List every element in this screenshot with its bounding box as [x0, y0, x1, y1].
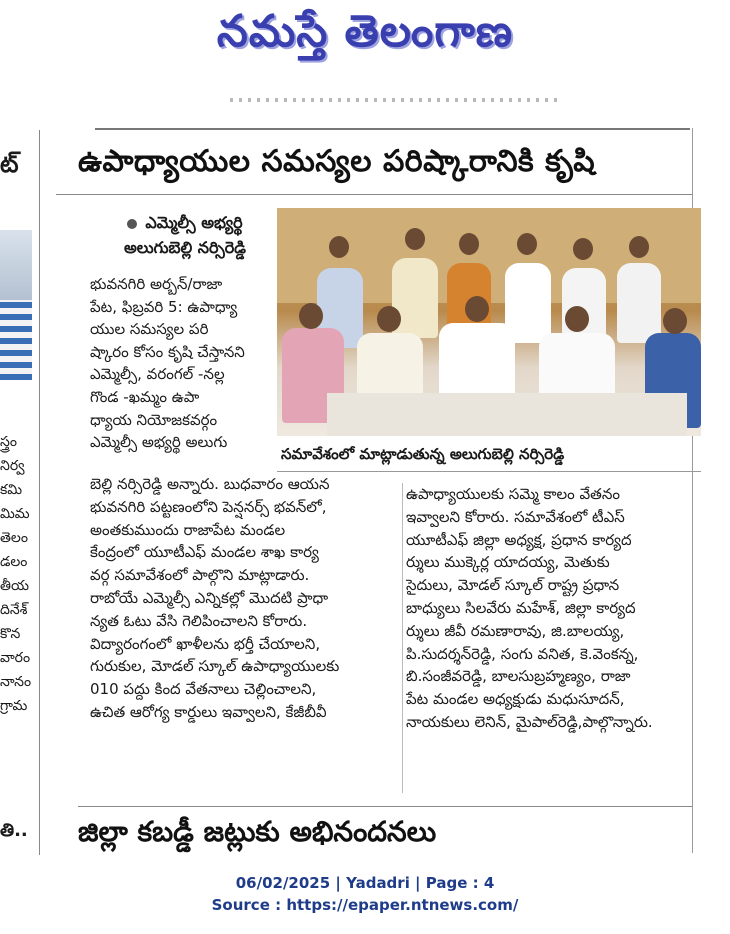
body-text-line: గురుకుల, మోడల్ స్కూల్ ఉపాధ్యాయులకు	[90, 657, 340, 676]
body-text-line: ర్శులు ముక్కెర్ల యాదయ్య, మెతుకు	[406, 553, 610, 572]
body-text-line: యూటీఎఫ్ జిల్లా అధ్యక్ష, ప్రధాన కార్యద	[406, 530, 632, 549]
article-subheading	[95, 210, 275, 260]
left-column-text-line: కొన	[0, 626, 21, 642]
photo-person-head	[565, 306, 589, 332]
body-text-line: ఎమ్మెల్సీ అభ్యర్థి అలుగు	[90, 433, 228, 452]
photo-table	[327, 393, 687, 436]
photo-person	[562, 268, 606, 343]
column-divider	[402, 483, 403, 793]
photo-person-head	[663, 308, 687, 334]
body-text-line: ఉచిత ఆరోగ్య కార్డులు ఇవ్వాలని, కేజీబీవీ	[90, 702, 327, 721]
body-text-line: భువనగిరి పట్టణంలోని పెన్షనర్స్ భవన్‌లో,	[90, 497, 327, 516]
body-text-line: పేట, ఫిబ్రవరి 5: ఉపాధ్యా	[90, 297, 238, 316]
body-text-line: నాయకులు లెనిన్, మైపాల్‌రెడ్డి,పాల్గొన్నారు.	[406, 712, 653, 731]
footer-source: Source : https://epaper.ntnews.com/	[211, 896, 519, 914]
body-text-line: రాబోయే ఎమ్మెల్సీ ఎన్నికల్లో మొదటి ప్రాధా	[90, 588, 329, 607]
left-column-text-line: నానం	[0, 674, 32, 690]
photo-person-head	[629, 236, 649, 258]
left-column-text-line: తీయ	[0, 578, 29, 594]
body-text-line: పేట మండల అధ్యక్షుడు మధుసూదన్,	[406, 690, 625, 709]
left-adjacent-column	[0, 130, 40, 855]
left-column-text	[0, 430, 31, 718]
top-divider	[95, 128, 690, 130]
photo-caption: సమావేశంలో మాట్లాడుతున్న అలుగుబెల్లి నర్సిరెడ్డి	[277, 436, 701, 472]
body-text-line: బాధ్యులు సిలవేరు మహేశ్, జిల్లా కార్యద	[406, 598, 636, 617]
newspaper-logo: నమస్తే తెలంగాణ	[216, 6, 514, 57]
left-column-text-line: కమి	[0, 482, 23, 498]
article-body-left	[90, 473, 400, 724]
left-column-text-line: నిర్వ	[0, 458, 25, 474]
subheading-line-2: అలుగుబెల్లి నర్సిరెడ్డి	[123, 238, 247, 257]
body-text-line: పి.సుదర్శన్‌రెడ్డి, సంగు వనిత, కె.వెంకన్న,	[406, 644, 639, 663]
left-column-image-2	[0, 300, 32, 380]
body-text-line: ష్కారం కోసం కృషి చేస్తానని	[90, 342, 245, 361]
next-article-headline: జిల్లా కబడ్డీ జట్లుకు అభినందనలు	[78, 815, 437, 848]
headline-divider	[56, 194, 692, 195]
body-text-line: బి.సంజీవరెడ్డి, బాలసుబ్రహ్మణ్యం, రాజా	[406, 667, 631, 686]
left-column-text-line: గ్రామ	[0, 698, 28, 714]
body-text-line: వర్గ సమావేశంలో పాల్గొని మాట్లాడారు.	[90, 566, 310, 585]
body-text-line: ఇవ్వాలని కోరారు. సమావేశంలో టీఎస్	[406, 507, 625, 526]
body-text-line: యుల సమస్యల పరి	[90, 320, 209, 339]
photo-person-head	[329, 236, 349, 258]
article-headline: ఉపాధ్యాయుల సమస్యల పరిష్కారానికి కృషి	[78, 144, 596, 179]
left-column-text-line: స్త్రం	[0, 434, 17, 450]
page-footer	[0, 872, 730, 916]
masthead	[0, 0, 730, 70]
body-text-line: అంతకుముందు రాజాపేట మండల	[90, 520, 286, 539]
article-divider	[78, 806, 692, 807]
photo-person-head	[377, 306, 401, 332]
body-text-line: గొండ -ఖమ్మం ఉపా	[90, 387, 200, 406]
article-body-narrow	[90, 273, 276, 454]
article-photo	[277, 208, 701, 436]
photo-person-head	[459, 233, 479, 255]
photo-person-head	[299, 303, 323, 329]
body-text-line: విద్యారంగంలో ఖాళీలను భర్తీ చేయాలని,	[90, 634, 321, 653]
photo-person-head	[465, 296, 489, 322]
faint-text-strip	[230, 98, 560, 102]
column-divider	[39, 130, 40, 855]
body-text-line: భువనగిరి అర్బన్/రాజా	[90, 275, 223, 293]
photo-person-head	[405, 228, 425, 250]
body-text-line: సైదులు, మోడల్ స్కూల్ రాష్ట్ర ప్రధాన	[406, 576, 620, 595]
body-text-line: 010 పద్దు కింద వేతనాలు చెల్లించాలని,	[90, 680, 317, 699]
photo-person-head	[517, 233, 537, 255]
body-text-line: ఎమ్మెల్సీ, వరంగల్ -నల్ల	[90, 365, 225, 384]
article-body-right	[406, 483, 702, 734]
photo-person-head	[573, 238, 593, 260]
body-text-line: ర్శులు జీవీ రమణారావు, జి.బాలయ్య,	[406, 621, 625, 640]
left-column-text-line: వారం	[0, 650, 31, 666]
left-column-image	[0, 230, 32, 310]
body-text-line: బెల్లి నర్సిరెడ్డి అన్నారు. బుధవారం ఆయన	[90, 475, 330, 493]
left-column-heading: ట్	[0, 150, 19, 178]
left-column-text-line: మిమ	[0, 506, 30, 522]
subheading-line-1: ఎమ్మెల్సీ అభ్యర్థి	[145, 213, 243, 232]
body-text-line: ధ్యాయ నియోజకవర్గం	[90, 410, 218, 429]
left-column-footer: తి..	[0, 820, 28, 841]
left-column-text-line: తెలం	[0, 530, 28, 546]
left-column-text-line: దినేశ్	[0, 602, 28, 618]
body-text-line: ఉపాధ్యాయులకు సమ్మె కాలం వేతనం	[406, 485, 620, 503]
photo-person	[617, 263, 661, 343]
body-text-line: కేంద్రంలో యూటీఎఫ్ మండల శాఖ కార్య	[90, 543, 319, 562]
left-column-text-line: డలం	[0, 554, 28, 570]
footer-date-edition: 06/02/2025 | Yadadri | Page : 4	[235, 874, 495, 892]
bullet-icon	[127, 219, 137, 229]
body-text-line: న్యత ఓటు వేసి గెలిపించాలని కోరారు.	[90, 611, 308, 630]
